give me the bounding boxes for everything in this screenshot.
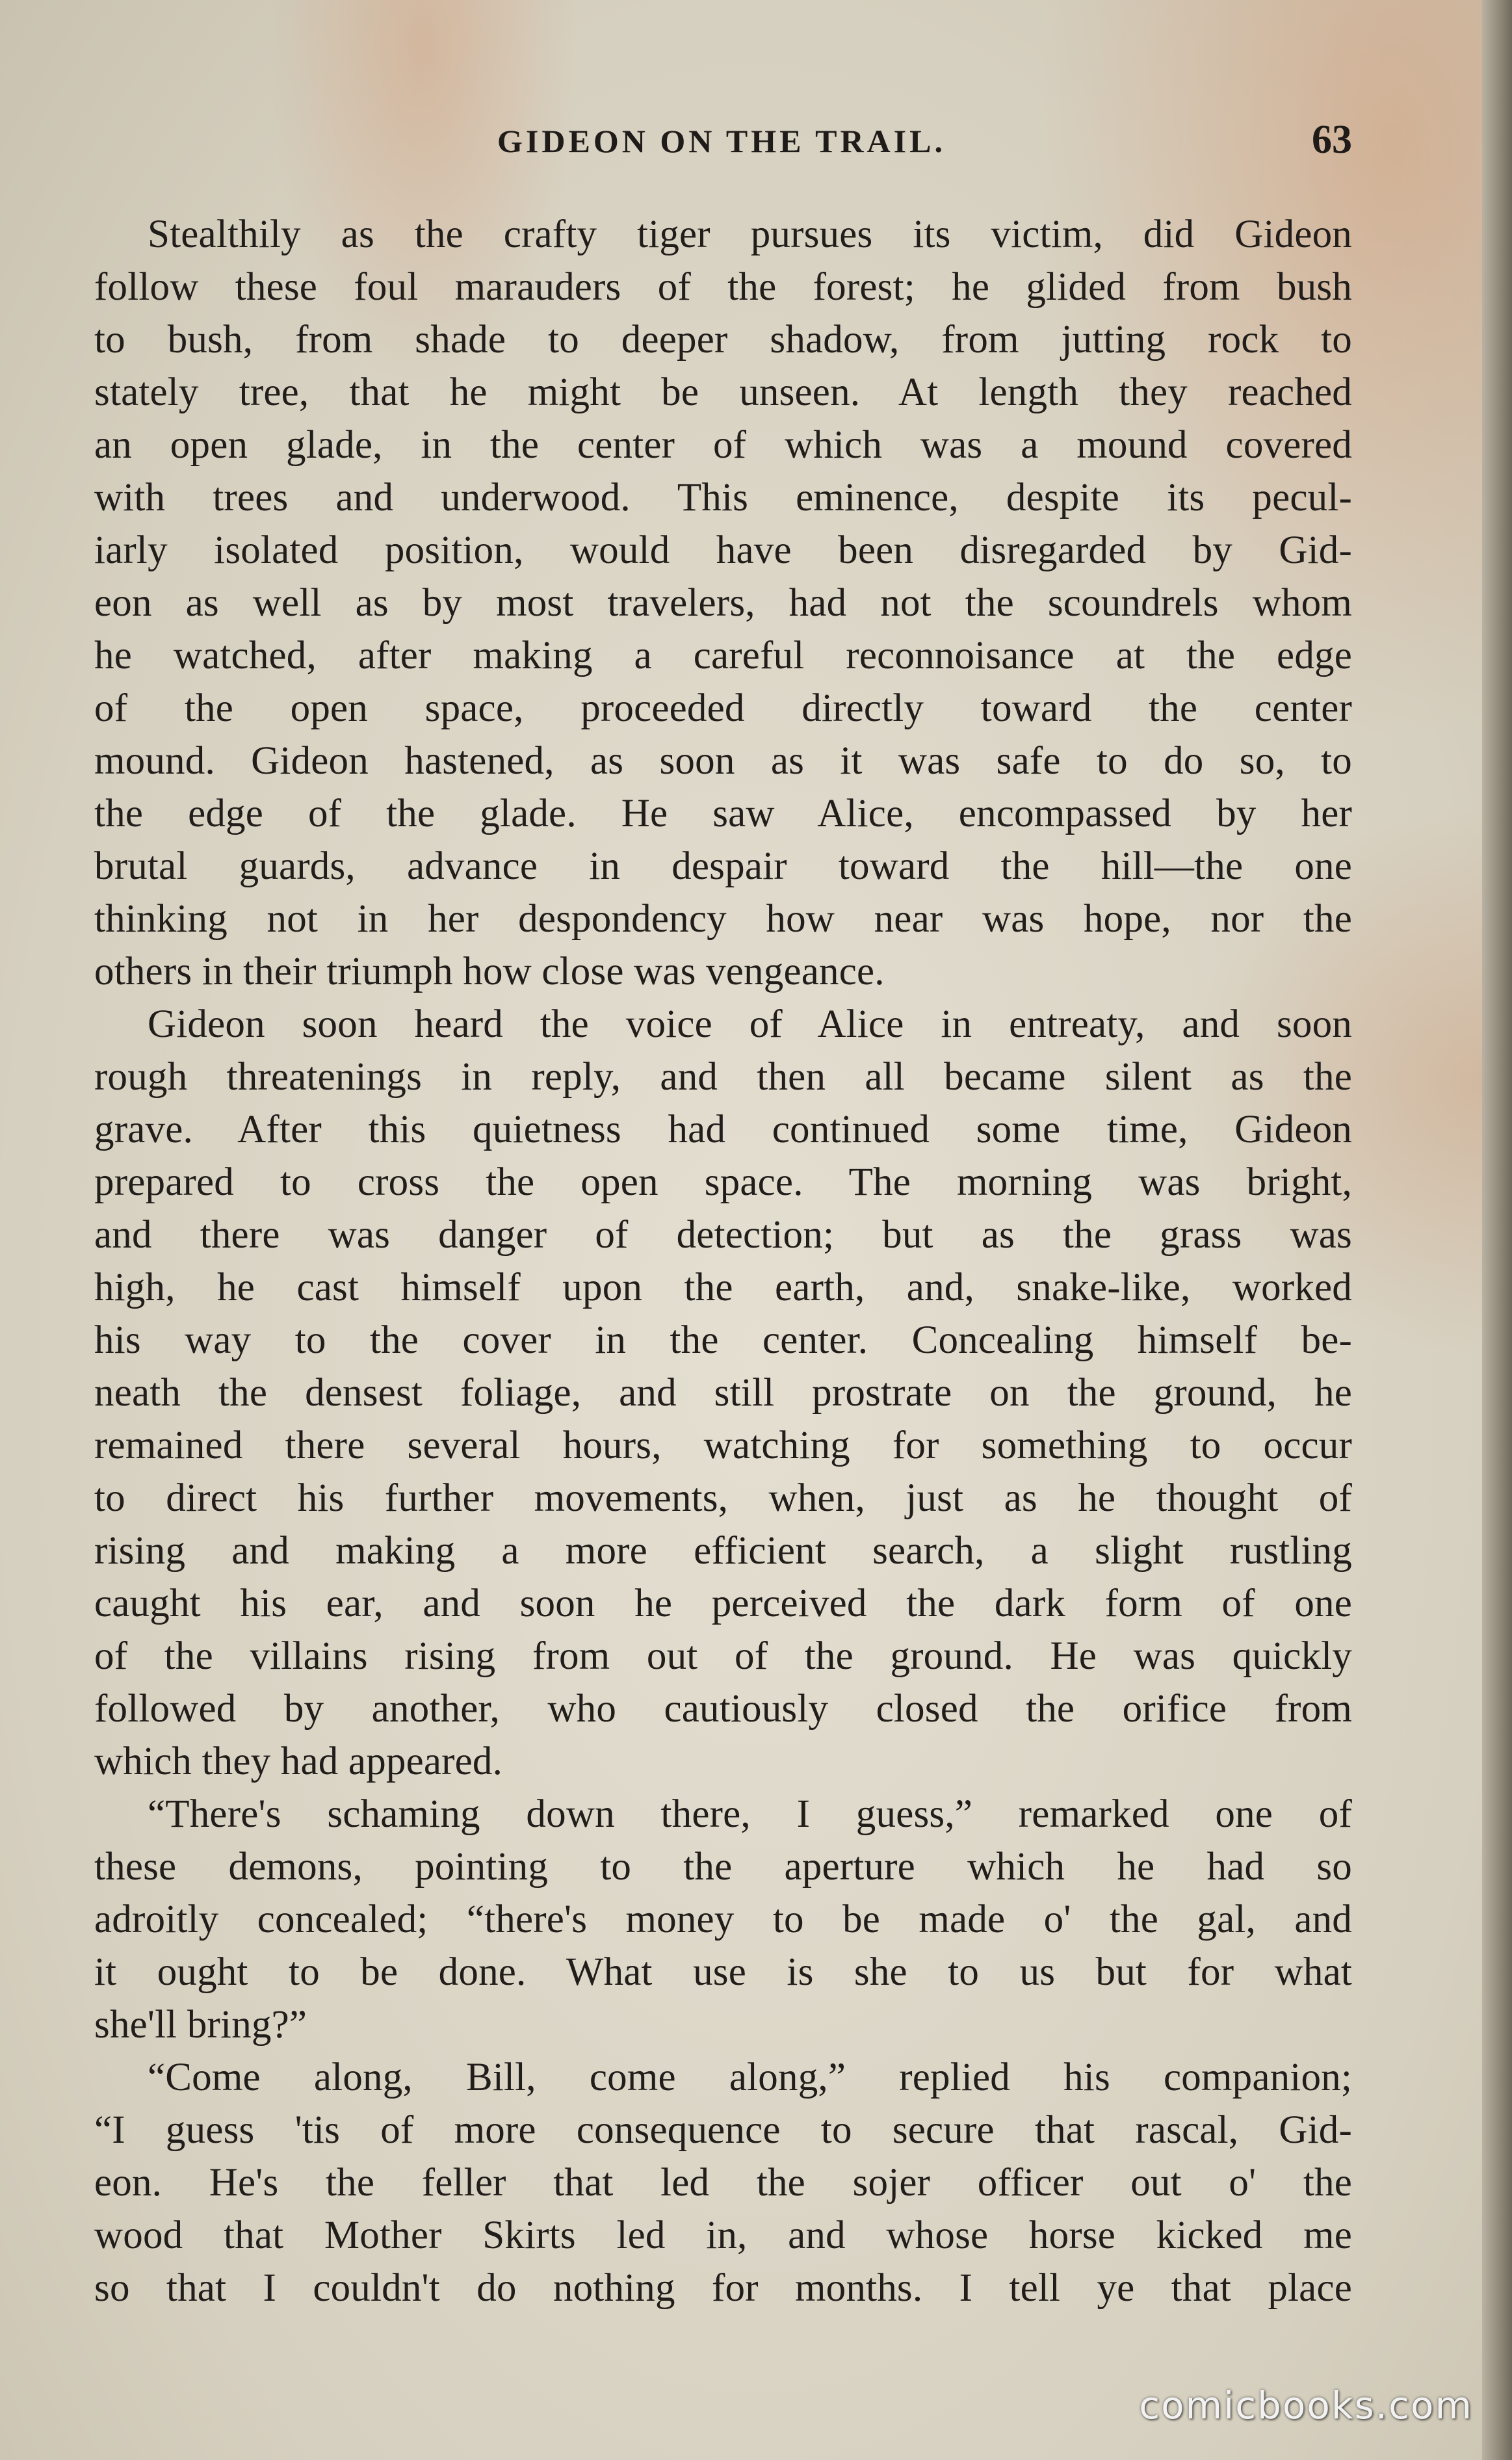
body-text bbox=[94, 208, 1352, 2314]
text-line: adroitly concealed; “there's money to be made o' the gal, and bbox=[94, 1898, 1352, 1941]
text-line: others in their triumph how close was vengeance. bbox=[94, 950, 885, 993]
text-line: of the open space, proceeded directly toward the center bbox=[94, 687, 1352, 730]
text-line: rough threatenings in reply, and then all became silent as the bbox=[94, 1055, 1352, 1099]
page-header bbox=[91, 117, 1352, 169]
text-line: so that I couldn't do nothing for months. I tell ye that place bbox=[94, 2266, 1352, 2310]
book-spine-edge bbox=[1482, 0, 1512, 2460]
text-line: wood that Mother Skirts led in, and whose horse kicked me bbox=[94, 2214, 1352, 2257]
text-line: iarly isolated position, would have been disregarded by Gid- bbox=[94, 529, 1352, 572]
text-line: to direct his further movements, when, just as he thought of bbox=[94, 1476, 1352, 1520]
text-line: grave. After this quietness had continued some time, Gideon bbox=[94, 1108, 1352, 1151]
text-line: she'll bring?” bbox=[94, 2003, 307, 2047]
text-line: mound. Gideon hastened, as soon as it was safe to do so, to bbox=[94, 739, 1352, 783]
text-line: Gideon soon heard the voice of Alice in entreaty, and soon bbox=[148, 1002, 1352, 1046]
text-line: with trees and underwood. This eminence, despite its pecul- bbox=[94, 476, 1352, 519]
text-line: to bush, from shade to deeper shadow, from jutting rock to bbox=[94, 318, 1352, 361]
text-line: it ought to be done. What use is she to us but for what bbox=[94, 1950, 1352, 1994]
text-line: Stealthily as the crafty tiger pursues its victim, did Gideon bbox=[148, 213, 1352, 256]
text-line: followed by another, who cautiously closed the orifice from bbox=[94, 1687, 1352, 1731]
text-line: “There's schaming down there, I guess,” remarked one of bbox=[148, 1792, 1352, 1836]
watermark: comicbooks.com bbox=[1139, 2383, 1473, 2427]
page-number: 63 bbox=[1312, 118, 1352, 162]
text-line: which they had appeared. bbox=[94, 1740, 503, 1783]
text-line: high, he cast himself upon the earth, and, snake-like, worked bbox=[94, 1266, 1352, 1309]
text-line: thinking not in her despondency how near was hope, nor the bbox=[94, 897, 1352, 941]
text-line: an open glade, in the center of which was a mound covered bbox=[94, 423, 1352, 467]
text-line: eon. He's the feller that led the sojer officer out o' the bbox=[94, 2161, 1352, 2205]
text-line: neath the densest foliage, and still prostrate on the ground, he bbox=[94, 1371, 1352, 1415]
text-line: “I guess 'tis of more consequence to secure that rascal, Gid- bbox=[94, 2108, 1352, 2152]
text-line: his way to the cover in the center. Concealing himself be- bbox=[94, 1318, 1352, 1362]
running-head: GIDEON ON THE TRAIL. bbox=[497, 123, 946, 159]
text-line: and there was danger of detection; but as the grass was bbox=[94, 1213, 1352, 1257]
text-line: “Come along, Bill, come along,” replied his companion; bbox=[148, 2056, 1352, 2099]
text-line: follow these foul marauders of the forest; he glided from bush bbox=[94, 265, 1352, 309]
text-line: these demons, pointing to the aperture which he had so bbox=[94, 1845, 1352, 1889]
text-line: brutal guards, advance in despair toward the hill—the one bbox=[94, 844, 1352, 888]
text-line: remained there several hours, watching for something to occur bbox=[94, 1424, 1352, 1467]
text-line: the edge of the glade. He saw Alice, encompassed by her bbox=[94, 792, 1352, 835]
text-line: stately tree, that he might be unseen. At length they reached bbox=[94, 371, 1352, 414]
text-line: of the villains rising from out of the ground. He was quickly bbox=[94, 1634, 1352, 1678]
text-line: eon as well as by most travelers, had not the scoundrels whom bbox=[94, 581, 1352, 625]
text-line: caught his ear, and soon he perceived the dark form of one bbox=[94, 1582, 1352, 1625]
text-line: he watched, after making a careful reconnoisance at the edge bbox=[94, 634, 1352, 677]
text-line: rising and making a more efficient search, a slight rustling bbox=[94, 1529, 1352, 1573]
text-line: prepared to cross the open space. The morning was bright, bbox=[94, 1160, 1352, 1204]
